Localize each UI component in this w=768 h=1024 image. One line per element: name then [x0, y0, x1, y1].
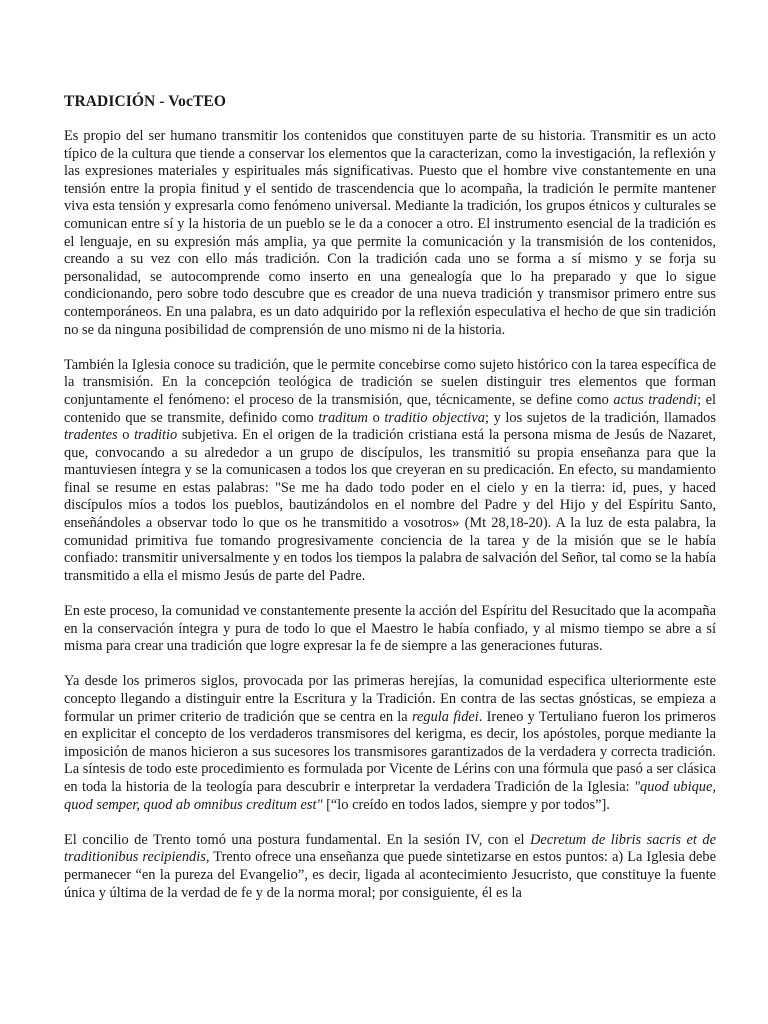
paragraph-text: En este proceso, la comunidad ve constantemente presente la acción del Espíritu del Resucitado que la acompaña en la conservación íntegra y pura de todo lo que el Maestro le había confiado, y al mismo tiempo se abre a sí misma para crear una tradición que logre expresar la fe de siempre a las generaciones futuras. — [64, 603, 716, 655]
paragraph — [64, 128, 716, 339]
italic-text: regula fidei — [411, 708, 479, 725]
italic-text: Decretum de libris sacris et de traditionibus recipiendis — [64, 831, 716, 866]
paragraph-text: o — [117, 427, 135, 444]
paragraph-text: El concilio de Trento tomó una postura fundamental. En la sesión IV, con el — [64, 831, 530, 848]
italic-text: actus tradendi — [613, 391, 698, 408]
paragraph-text: ; y los sujetos de la tradición, llamados — [484, 409, 716, 426]
paragraph-text: [“lo creído en todos lados, siempre y por todos”]. — [322, 796, 610, 813]
document-body — [64, 128, 716, 902]
paragraph-text: , Trento ofrece una enseñanza que puede sintetizarse en estos puntos: a) La Iglesia debe permanecer “en la pureza del Evangelio”, es decir, ligada al acontecimiento Jesucristo, que constituye la fuente única y última de la verdad de fe y de la norma moral; por consiguiente, él es la — [64, 849, 717, 901]
italic-text: tradentes — [64, 427, 118, 444]
document-page — [64, 92, 716, 902]
document-title — [64, 92, 716, 112]
paragraph-text: . Ireneo y Tertuliano fueron los primeros en explicitar el concepto de los verdaderos transmisores del kerigma, es decir, los apóstoles, porque mediante la imposición de manos hicieron a sus sucesores los transmisores garantizados de la verdadera y correcta tradición. La síntesis de todo este procedimiento es formulada por Vicente de Lérins con una fórmula que pasó a ser clásica en toda la historia de la teología para descubrir e interpretar la verdadera Tradición de la Iglesia: — [64, 708, 716, 795]
italic-text: traditum — [318, 409, 368, 426]
title-source: VocTEO — [168, 93, 226, 110]
paragraph — [64, 673, 716, 814]
paragraph-text: Ya desde los primeros siglos, provocada por las primeras herejías, la comunidad especifica ulteriormente este concepto llegando a distinguir entre la Escritura y la Tradición. En contra de las sectas gnósticas, se empieza a formular un primer criterio de tradición que se centra en la — [64, 673, 716, 725]
italic-text: "quod ubique, quod semper, quod ab omnibus creditum est" — [64, 778, 716, 813]
paragraph-text: También la Iglesia conoce su tradición, que le permite concebirse como sujeto histórico con la tarea específica de la transmisión. En la concepción teológica de tradición se suelen distinguir tres elementos que forman conjuntamente el fenómeno: el proceso de la transmisión, que, técnicamente, se define como — [64, 356, 716, 408]
paragraph — [64, 832, 716, 902]
paragraph-text: subjetiva. En el origen de la tradición cristiana está la persona misma de Jesús de Nazaret, que, convocando a su alrededor a un grupo de discípulos, les transmitió su propia enseñanza para que la mantuviesen íntegra y se la comunicasen a todos los que creyeran en su predicación. En efecto, su mandamiento final se resume en estas palabras: "Se me ha dado todo poder en el cielo y en la tierra: id, pues, y haced discípulos míos a todos los pueblos, bautizándolos en el nombre del Padre y del Hijo y del Espíritu Santo, enseñándoles a observar todo lo que os he transmitido a vosotros» (Mt 28,18-20). A la luz de esta palabra, la comunidad primitiva fue tomando progresivamente conciencia de la tarea y de la misión que se le había confiado: transmitir universalmente y en todos los tiempos la palabra de salvación del Señor, tal como se la había transmitido a ella el mismo Jesús de parte del Padre. — [64, 427, 717, 584]
paragraph-text: ; el contenido que se transmite, definido como — [64, 391, 716, 426]
paragraph-text: o — [367, 409, 385, 426]
italic-text: traditio — [134, 427, 178, 444]
paragraph — [64, 603, 716, 656]
italic-text: traditio objectiva — [384, 409, 485, 426]
title-main: TRADICIÓN - — [64, 93, 169, 110]
paragraph — [64, 357, 716, 586]
paragraph-text: Es propio del ser humano transmitir los contenidos que constituyen parte de su historia. Transmitir es un acto típico de la cultura que tiende a conservar los elementos que la caracterizan, como la investigación, la reflexión y las expresiones materiales y espirituales más significativas. Puesto que el hombre vive constantemente en una tensión entre la propia finitud y el sentido de trascendencia que lo acompaña, la tradición le permite mantener viva esta tensión y expresarla como fenómeno universal. Mediante la tradición, los grupos étnicos y culturales se comunican entre sí y la historia de un pueblo se le da a conocer a otro. El instrumento esencial de la tradición es el lenguaje, en su expresión más amplia, ya que permite la comunicación y la transmisión de los contenidos, creando a su vez con ello más tradición. Con la tradición cada uno se forma a sí mismo y se forja su personalidad, se autocomprende como inserto en una genealogía que lo ha preparado y que lo sigue condicionando, pero sobre todo descubre que es creador de una nueva tradición y transmisor primero entre sus contemporáneos. En una palabra, es un dato adquirido por la reflexión especulativa el hecho de que sin tradición no se da ninguna posibilidad de comprensión de uno mismo ni de la historia. — [64, 128, 716, 338]
